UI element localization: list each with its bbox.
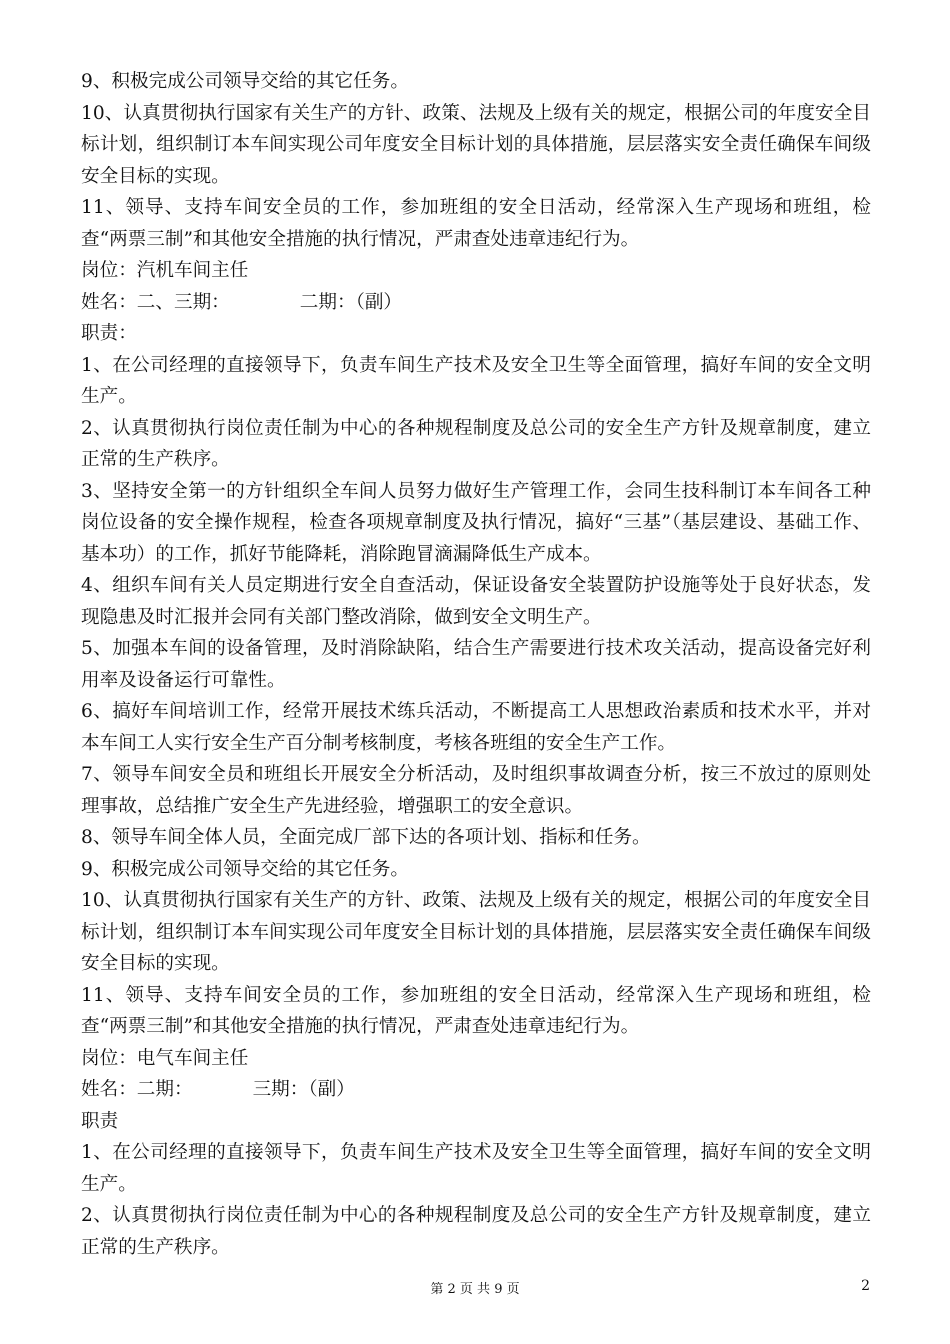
duty-item: 2、认真贯彻执行岗位责任制为中心的各种规程制度及总公司的安全生产方针及规章制度，建立正常的生产秩序。 xyxy=(81,1205,871,1258)
duty-item: 2、认真贯彻执行岗位责任制为中心的各种规程制度及总公司的安全生产方针及规章制度，建立正常的生产秩序。 xyxy=(81,417,871,470)
duty-item: 1、在公司经理的直接领导下，负责车间生产技术及安全卫生等全面管理，搞好车间的安全文明生产。 xyxy=(81,354,871,407)
duty-title: 职责： xyxy=(81,323,137,344)
post-title: 岗位：汽机车间主任 xyxy=(81,260,249,281)
name-deputy: 二期：（副） xyxy=(299,291,403,313)
name-label: 姓名：二期： xyxy=(81,1079,193,1100)
duty-item: 4、组织车间有关人员定期进行安全自查活动，保证设备安全装置防护设施等处于良好状态，发现隐患及时汇报并会同有关部门整改消除，做到安全文明生产。 xyxy=(81,575,871,628)
duty-item: 3、坚持安全第一的方针组织全车间人员努力做好生产管理工作，会同生技科制订本车间各工种岗位设备的安全操作规程，检查各项规章制度及执行情况，搞好“三基”（基层建设、基础工作、基本功）的工作，抓好节能降耗，消除跑冒滴漏降低生产成本。 xyxy=(81,480,871,565)
duty-title: 职责 xyxy=(81,1110,119,1132)
paragraph: 11、领导、支持车间安全员的工作，参加班组的安全日活动，经常深入生产现场和班组，检查“两票三制”和其他安全措施的执行情况，严肃查处违章违纪行为。 xyxy=(81,197,871,250)
page-footer: 第 2 页 共 9 页 xyxy=(430,1282,520,1297)
duty-item: 9、积极完成公司领导交给的其它任务。 xyxy=(81,858,409,880)
name-line xyxy=(81,1074,871,1106)
paragraph: 9、积极完成公司领导交给的其它任务。 xyxy=(81,71,409,92)
duty-item: 1、在公司经理的直接领导下，负责车间生产技术及安全卫生等全面管理，搞好车间的安全文明生产。 xyxy=(81,1142,871,1195)
duty-item: 7、领导车间安全员和班组长开展安全分析活动，及时组织事故调查分析，按三不放过的原则处理事故，总结推广安全生产先进经验，增强职工的安全意识。 xyxy=(81,764,871,817)
paragraph: 10、认真贯彻执行国家有关生产的方针、政策、法规及上级有关的规定，根据公司的年度安全目标计划，组织制订本车间实现公司年度安全目标计划的具体措施，层层落实安全责任确保车间级安全目标的实现。 xyxy=(81,102,871,187)
name-deputy: 三期：（副） xyxy=(252,1079,355,1100)
duty-item: 8、领导车间全体人员，全面完成厂部下达的各项计划、指标和任务。 xyxy=(81,827,651,848)
name-line xyxy=(81,287,871,319)
name-label: 姓名：二、三期： xyxy=(81,291,230,313)
document-body xyxy=(81,66,871,1263)
duty-item: 6、搞好车间培训工作，经常开展技术练兵活动，不断提高工人思想政治素质和技术水平，并对本车间工人实行安全生产百分制考核制度，考核各班组的安全生产工作。 xyxy=(81,701,871,754)
duty-item: 5、加强本车间的设备管理，及时消除缺陷，结合生产需要进行技术攻关活动，提高设备完好利用率及设备运行可靠性。 xyxy=(81,638,871,691)
post-title: 岗位：电气车间主任 xyxy=(81,1047,249,1069)
duty-item: 10、认真贯彻执行国家有关生产的方针、政策、法规及上级有关的规定，根据公司的年度安全目标计划，组织制订本车间实现公司年度安全目标计划的具体措施，层层落实安全责任确保车间级安全目标的实现。 xyxy=(81,890,871,974)
duty-item: 11、领导、支持车间安全员的工作，参加班组的安全日活动，经常深入生产现场和班组，检查“两票三制”和其他安全措施的执行情况，严肃查处违章违纪行为。 xyxy=(81,984,871,1037)
page-number: 2 xyxy=(861,1278,870,1294)
